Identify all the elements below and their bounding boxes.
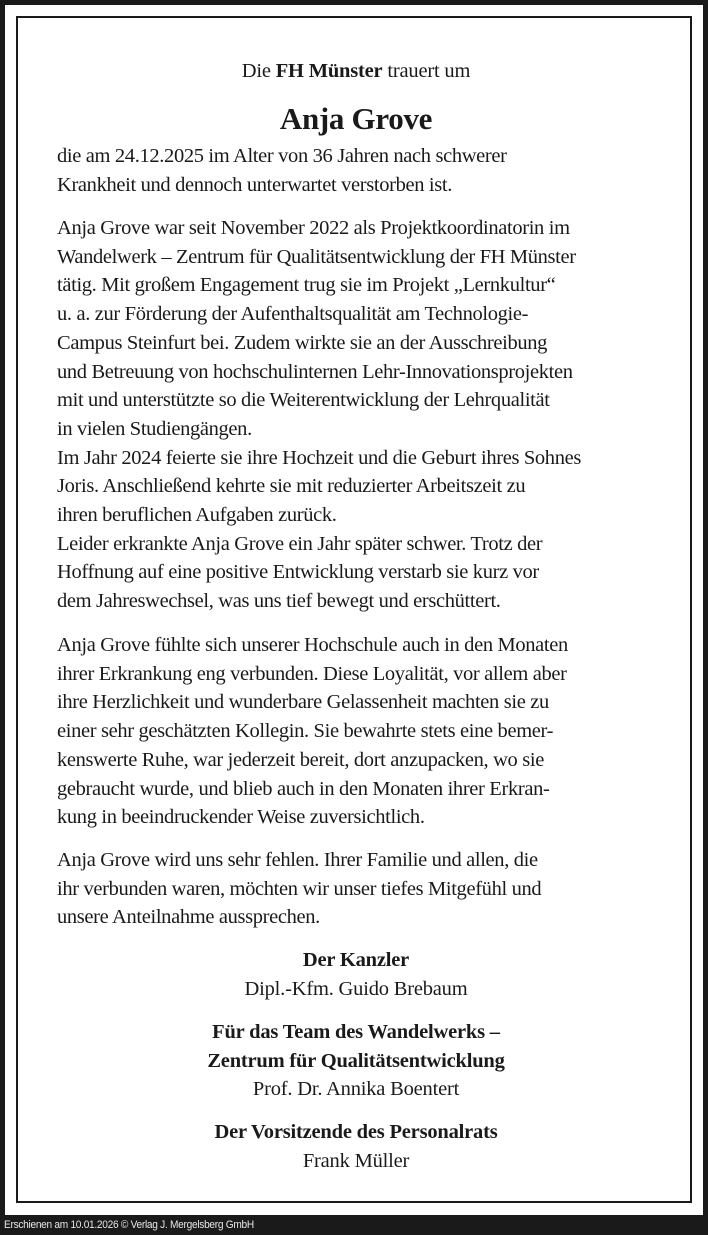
paragraph-condolences bbox=[57, 846, 655, 932]
text-line: einer sehr geschätzten Kollegin. Sie bewahrte stets eine bemer- bbox=[57, 720, 554, 743]
text-line: und Betreuung von hochschulinternen Lehr-Innovationsprojekten bbox=[57, 360, 573, 383]
text-line: gebraucht wurde, und blieb auch in den Monaten ihrer Erkran- bbox=[57, 777, 550, 800]
publication-footer: Erschienen am 10.01.2026 © Verlag J. Mergelsberg GmbH bbox=[4, 1219, 254, 1231]
institution-name: FH Münster bbox=[275, 60, 383, 82]
signatory-name: Dipl.-Kfm. Guido Brebaum bbox=[244, 977, 468, 1000]
deceased-name: Anja Grove bbox=[279, 101, 433, 136]
text-line: Krankheit und dennoch unterwartet verstorben ist. bbox=[57, 173, 453, 196]
text-line: Joris. Anschließend kehrte sie mit reduzierter Arbeitszeit zu bbox=[57, 475, 526, 498]
intro-suffix: trauert um bbox=[387, 60, 471, 82]
obituary-page bbox=[5, 5, 703, 1215]
text-line: ihren beruflichen Aufgaben zurück. bbox=[57, 504, 337, 527]
text-line: Anja Grove wird uns sehr fehlen. Ihrer Familie und allen, die bbox=[57, 849, 538, 871]
text-line: Im Jahr 2024 feierte sie ihre Hochzeit und die Geburt ihres Sohnes bbox=[57, 446, 581, 469]
paragraph-death-notice bbox=[57, 142, 655, 199]
signatory-name: Frank Müller bbox=[302, 1149, 410, 1172]
text-line: tätig. Mit großem Engagement trug sie im Projekt „Lernkultur“ bbox=[57, 274, 556, 297]
text-line: Anja Grove war seit November 2022 als Projektkoordinatorin im bbox=[57, 217, 570, 239]
signatory-title: Der Kanzler bbox=[302, 949, 410, 971]
signatory-staff-council bbox=[57, 1118, 655, 1175]
signatory-title: Zentrum für Qualitätsentwicklung bbox=[207, 1049, 505, 1072]
text-line: kung in beeindruckender Weise zuversichtlich. bbox=[57, 806, 425, 829]
paragraph-biography bbox=[57, 214, 655, 616]
text-line: kenswerte Ruhe, war jederzeit bereit, dort anzupacken, wo sie bbox=[57, 748, 544, 771]
obituary-border bbox=[16, 16, 692, 1203]
signatory-wandelwerk bbox=[57, 1018, 655, 1104]
text-line: ihre Herzlichkeit und wunderbare Gelassenheit machten sie zu bbox=[57, 691, 549, 714]
text-line: die am 24.12.2025 im Alter von 36 Jahren nach schwerer bbox=[57, 145, 507, 167]
text-line: ihrer Erkrankung eng verbunden. Diese Loyalität, vor allem aber bbox=[57, 662, 567, 685]
text-line: Hoffnung auf eine positive Entwicklung verstarb sie kurz vor bbox=[57, 561, 539, 584]
intro-line bbox=[57, 59, 655, 83]
paragraph-tribute bbox=[57, 631, 655, 832]
text-line: u. a. zur Förderung der Aufenthaltsqualität am Technologie- bbox=[57, 303, 529, 326]
text-line: Campus Steinfurt bei. Zudem wirkte sie an der Ausschreibung bbox=[57, 331, 548, 354]
text-line: mit und unterstützte so die Weiterentwicklung der Lehrqualität bbox=[57, 389, 550, 412]
text-line: Leider erkrankte Anja Grove ein Jahr später schwer. Trotz der bbox=[57, 532, 543, 555]
signatory-chancellor bbox=[57, 946, 655, 1003]
signatory-name: Prof. Dr. Annika Boentert bbox=[252, 1078, 460, 1100]
text-line: dem Jahreswechsel, was uns tief bewegt und erschüttert. bbox=[57, 590, 501, 613]
text-line: unsere Anteilnahme aussprechen. bbox=[57, 906, 320, 929]
text-line: Wandelwerk – Zentrum für Qualitätsentwicklung der FH Münster bbox=[57, 245, 576, 268]
signatory-title: Für das Team des Wandelwerks – bbox=[212, 1021, 500, 1043]
text-line: Anja Grove fühlte sich unserer Hochschule auch in den Monaten bbox=[57, 634, 568, 656]
text-line: ihr verbunden waren, möchten wir unser tiefes Mitgefühl und bbox=[57, 877, 542, 900]
signatory-title: Der Vorsitzende des Personalrats bbox=[214, 1121, 498, 1143]
text-line: in vielen Studiengängen. bbox=[57, 417, 252, 440]
intro-prefix: Die bbox=[241, 60, 271, 82]
